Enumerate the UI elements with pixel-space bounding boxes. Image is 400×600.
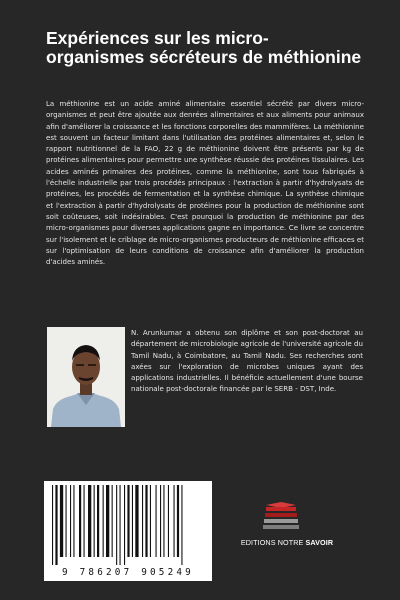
- barcode-bar: [150, 485, 151, 557]
- barcode-bar: [103, 485, 104, 557]
- barcode-bar: [73, 485, 74, 557]
- barcode-bar: [135, 485, 138, 557]
- barcode-bar: [174, 485, 175, 557]
- barcode-bar: [84, 485, 85, 557]
- barcode-bar: [120, 485, 121, 565]
- barcode-bar: [160, 485, 161, 557]
- barcode-bar: [66, 485, 67, 557]
- barcode-bar: [70, 485, 71, 557]
- barcode-bar: [163, 485, 164, 557]
- barcode-bar: [132, 485, 133, 557]
- barcode-bar: [52, 485, 53, 565]
- publisher-name: [237, 538, 337, 547]
- barcode-bar: [55, 485, 57, 565]
- barcode-bar: [145, 485, 147, 557]
- barcode-bar: [60, 485, 63, 557]
- barcode-bar: [79, 485, 81, 557]
- isbn-number: 9 786207 905249: [62, 567, 194, 578]
- barcode-bar: [156, 485, 157, 557]
- barcode-bar: [124, 485, 125, 565]
- barcode-bar: [106, 485, 109, 557]
- isbn-barcode: [44, 481, 212, 581]
- barcode-bar: [127, 485, 129, 557]
- book-description: La méthionine est un acide aminé alimentaire essentiel sécrété par divers micro-organismes et peut être ajoutée aux denrées alimentaires et aux aliments pour animaux afin d'améliorer la croissance et les fonctions corporelles des mammifères. La méthionine est souvent un facteur limitant dans l'utilisation des protéines alimentaires et, selon le rapport nutritionnel de la FAO, 22 g de méthionine doivent être présents par kg de protéines alimentaires pour permettre une synthèse réussie des protéines tissulaires. Les acides aminés primaires des protéines, comme la méthionine, sont tous fabriqués à l'échelle industrielle par trois procédés principaux : l'extraction à partir d'hydrolysats de protéines, les procédés de fermentation et la synthèse chimique. La synthèse chimique et l'extraction à partir d'hydrolysats de protéines pour la production de méthionine sont soit coûteuses, soit indésirables. C'est pourquoi la production de méthionine par des micro-organismes pour diverses applications gagne en importance. Ce livre se concentre sur l'isolement et le criblage de micro-organismes producteurs de méthionine efficaces et sur l'optimisation de leurs conditions de croissance afin d'améliorer la production d'acides aminés.: [46, 99, 364, 267]
- barcode-bar: [142, 485, 143, 557]
- barcode-bars: [50, 485, 206, 565]
- author-photo: [47, 327, 125, 427]
- barcode-bar: [116, 485, 117, 565]
- publisher-name-regular: EDITIONS NOTRE: [240, 538, 306, 547]
- publisher-name-bold: SAVOIR: [305, 538, 334, 547]
- barcode-bar: [181, 485, 182, 565]
- book-title: Expériences sur les micro-organismes sécréteurs de méthionine: [46, 28, 362, 67]
- barcode-bar: [97, 485, 99, 557]
- author-bio: N. Arunkumar a obtenu son diplôme et son post-doctorat au département de microbiologie agricole de l'université agricole du Tamil Nadu, à Coimbatore, au Tamil Nadu. Ses recherches sont axées sur l'exploration de microbes uniques ayant des applications industrielles. Il bénéficie actuellement d'une bourse nationale post-doctorale financée par le SERB - DST, Inde.: [131, 328, 363, 394]
- barcode-bar: [94, 485, 95, 557]
- barcode-bar: [168, 485, 169, 557]
- barcode-bar: [177, 485, 179, 557]
- stacked-books-icon: [262, 502, 300, 538]
- barcode-bar: [88, 485, 91, 557]
- barcode-bar: [112, 485, 113, 557]
